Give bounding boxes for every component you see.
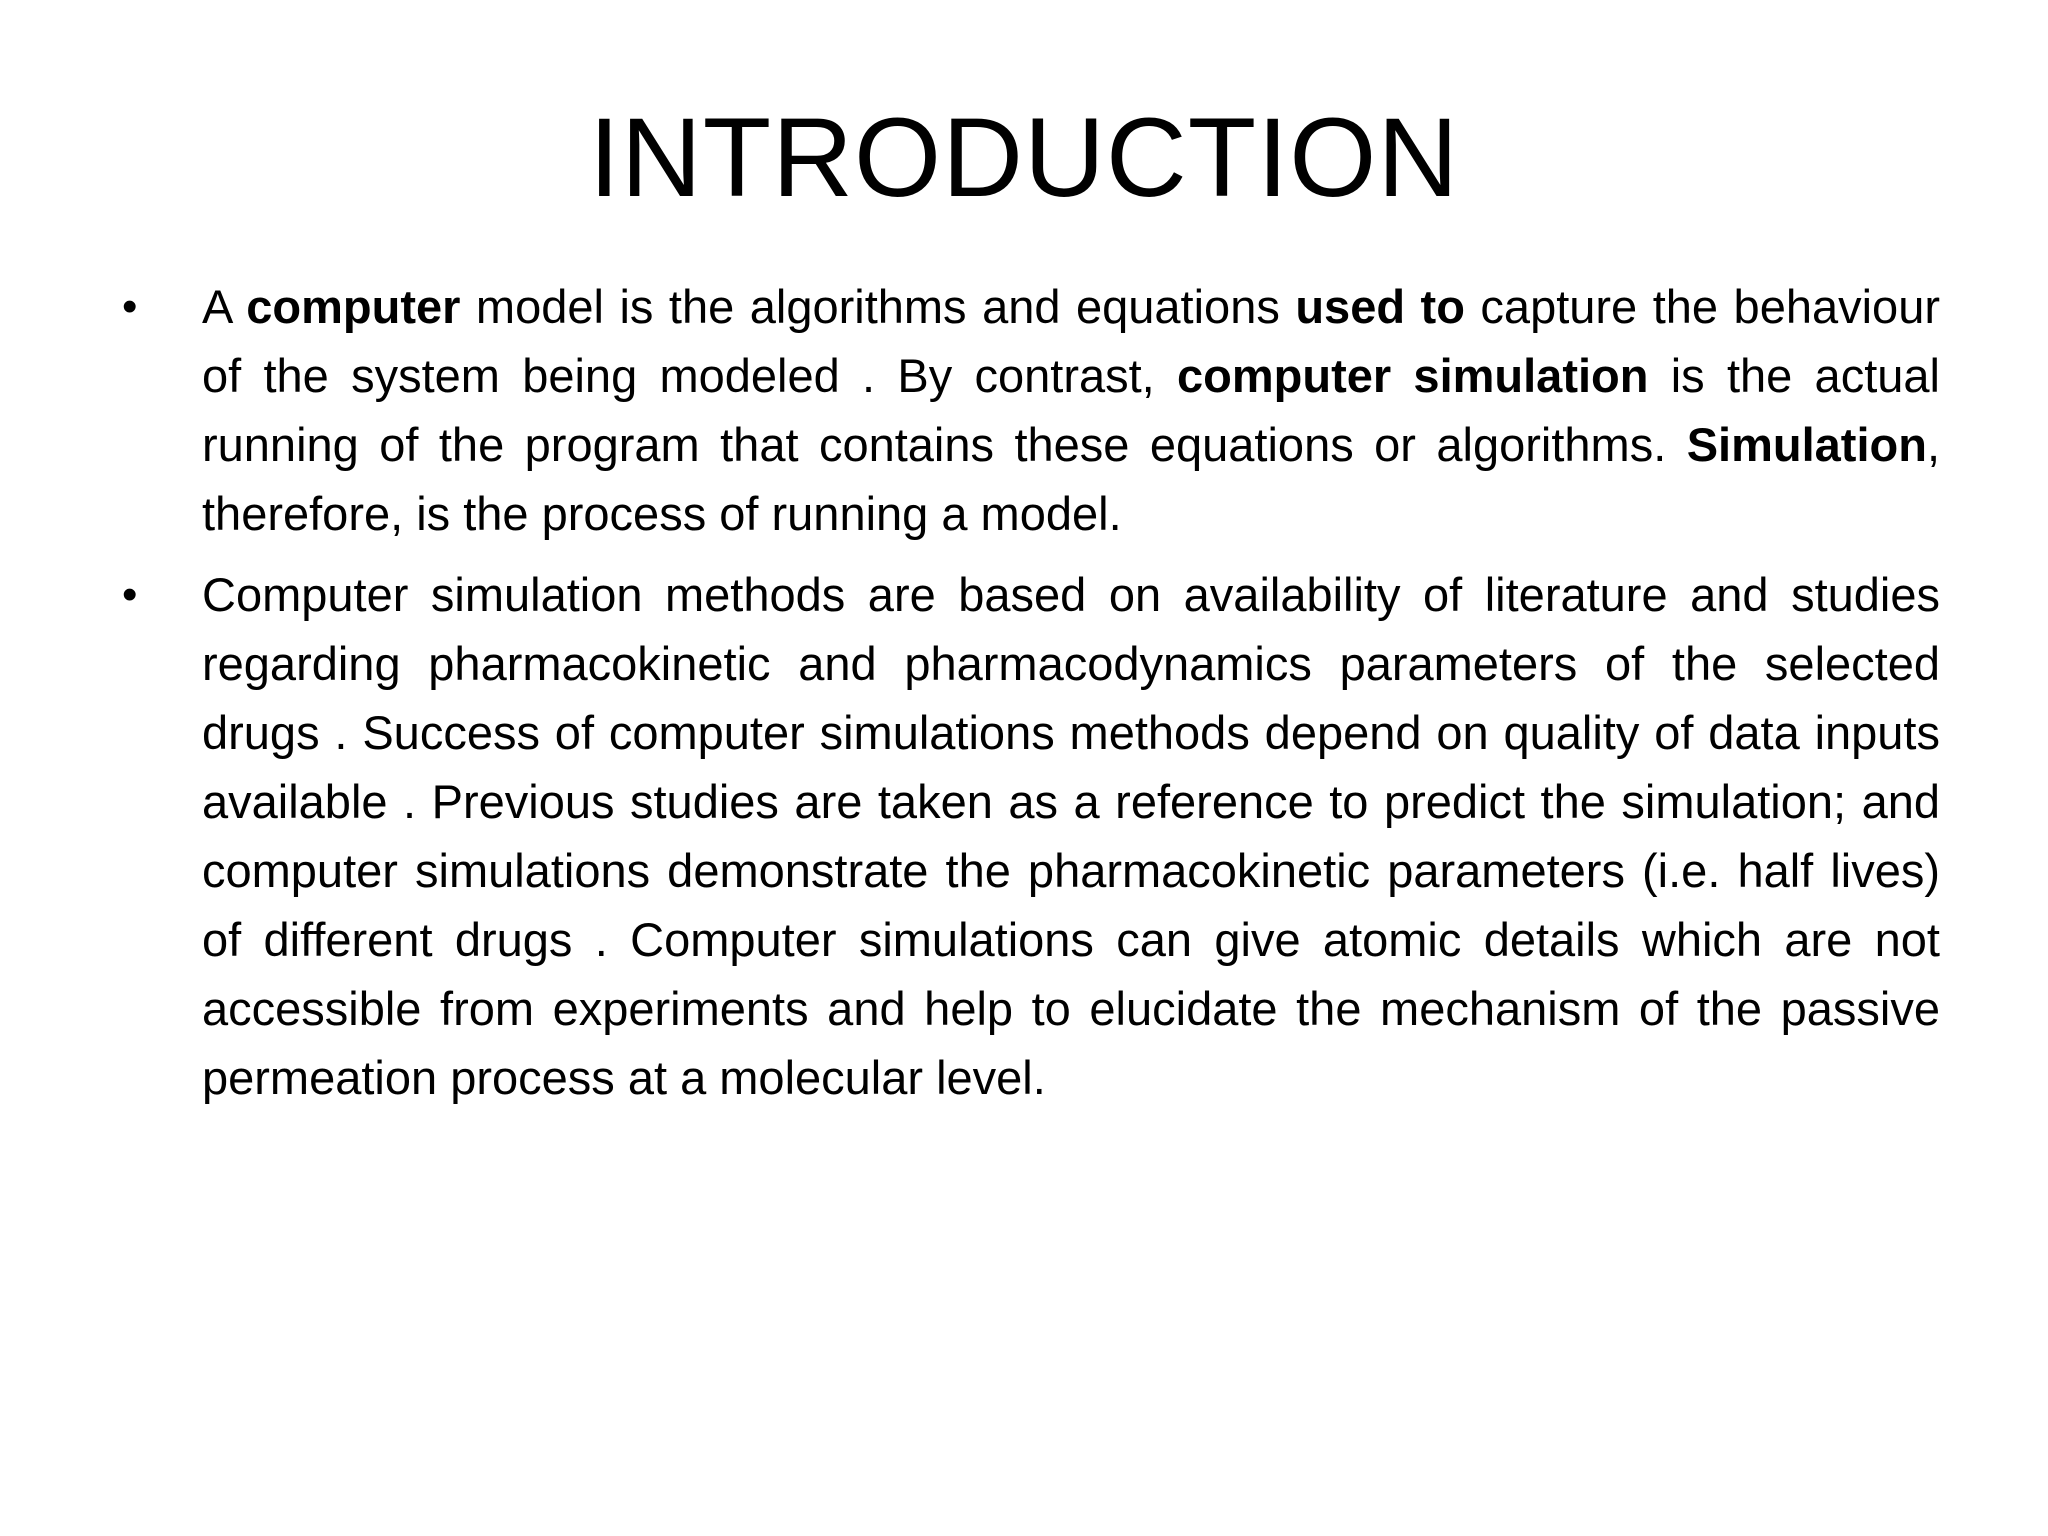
bullet-segment: capture the behaviour of the system being modeled . By contrast,: [202, 280, 1940, 402]
bullet-text: [202, 560, 1940, 1112]
bullet-text: [202, 272, 1940, 548]
bullet-segment-bold: Simulation: [1686, 418, 1927, 471]
bullet-segment: , therefore, is the process of running a model.: [202, 418, 1940, 540]
bullet-segment-bold: used to: [1295, 280, 1465, 333]
bullet-list: [120, 272, 1940, 1124]
bullet-item-2: [120, 560, 1940, 1112]
bullet-segment: is the actual running of the program that contains these equations or algorithms.: [202, 349, 1940, 471]
bullet-segment-bold: computer: [246, 280, 461, 333]
bullet-segment-bold: computer simulation: [1177, 349, 1649, 402]
slide-title: INTRODUCTION: [588, 95, 1460, 220]
bullet-segment: Computer simulation methods are based on availability of literature and studies regarding pharmacokinetic and pharmacodynamics parameters of the selected drugs . Success of computer simulations methods depend on quality of data inputs available . Previous studies are taken as a reference to predict the simulation; and computer simulations demonstrate the pharmacokinetic parameters (i.e. half lives) of different drugs . Computer simulations can give atomic details which are not accessible from experiments and help to elucidate the mechanism of the passive permeation process at a molecular level.: [202, 568, 1940, 1104]
bullet-icon: •: [122, 282, 138, 331]
bullet-segment: model is the algorithms and equations: [460, 280, 1296, 333]
bullet-item-1: [120, 272, 1940, 548]
bullet-icon: •: [122, 570, 138, 619]
bullet-segment: A: [202, 280, 247, 333]
